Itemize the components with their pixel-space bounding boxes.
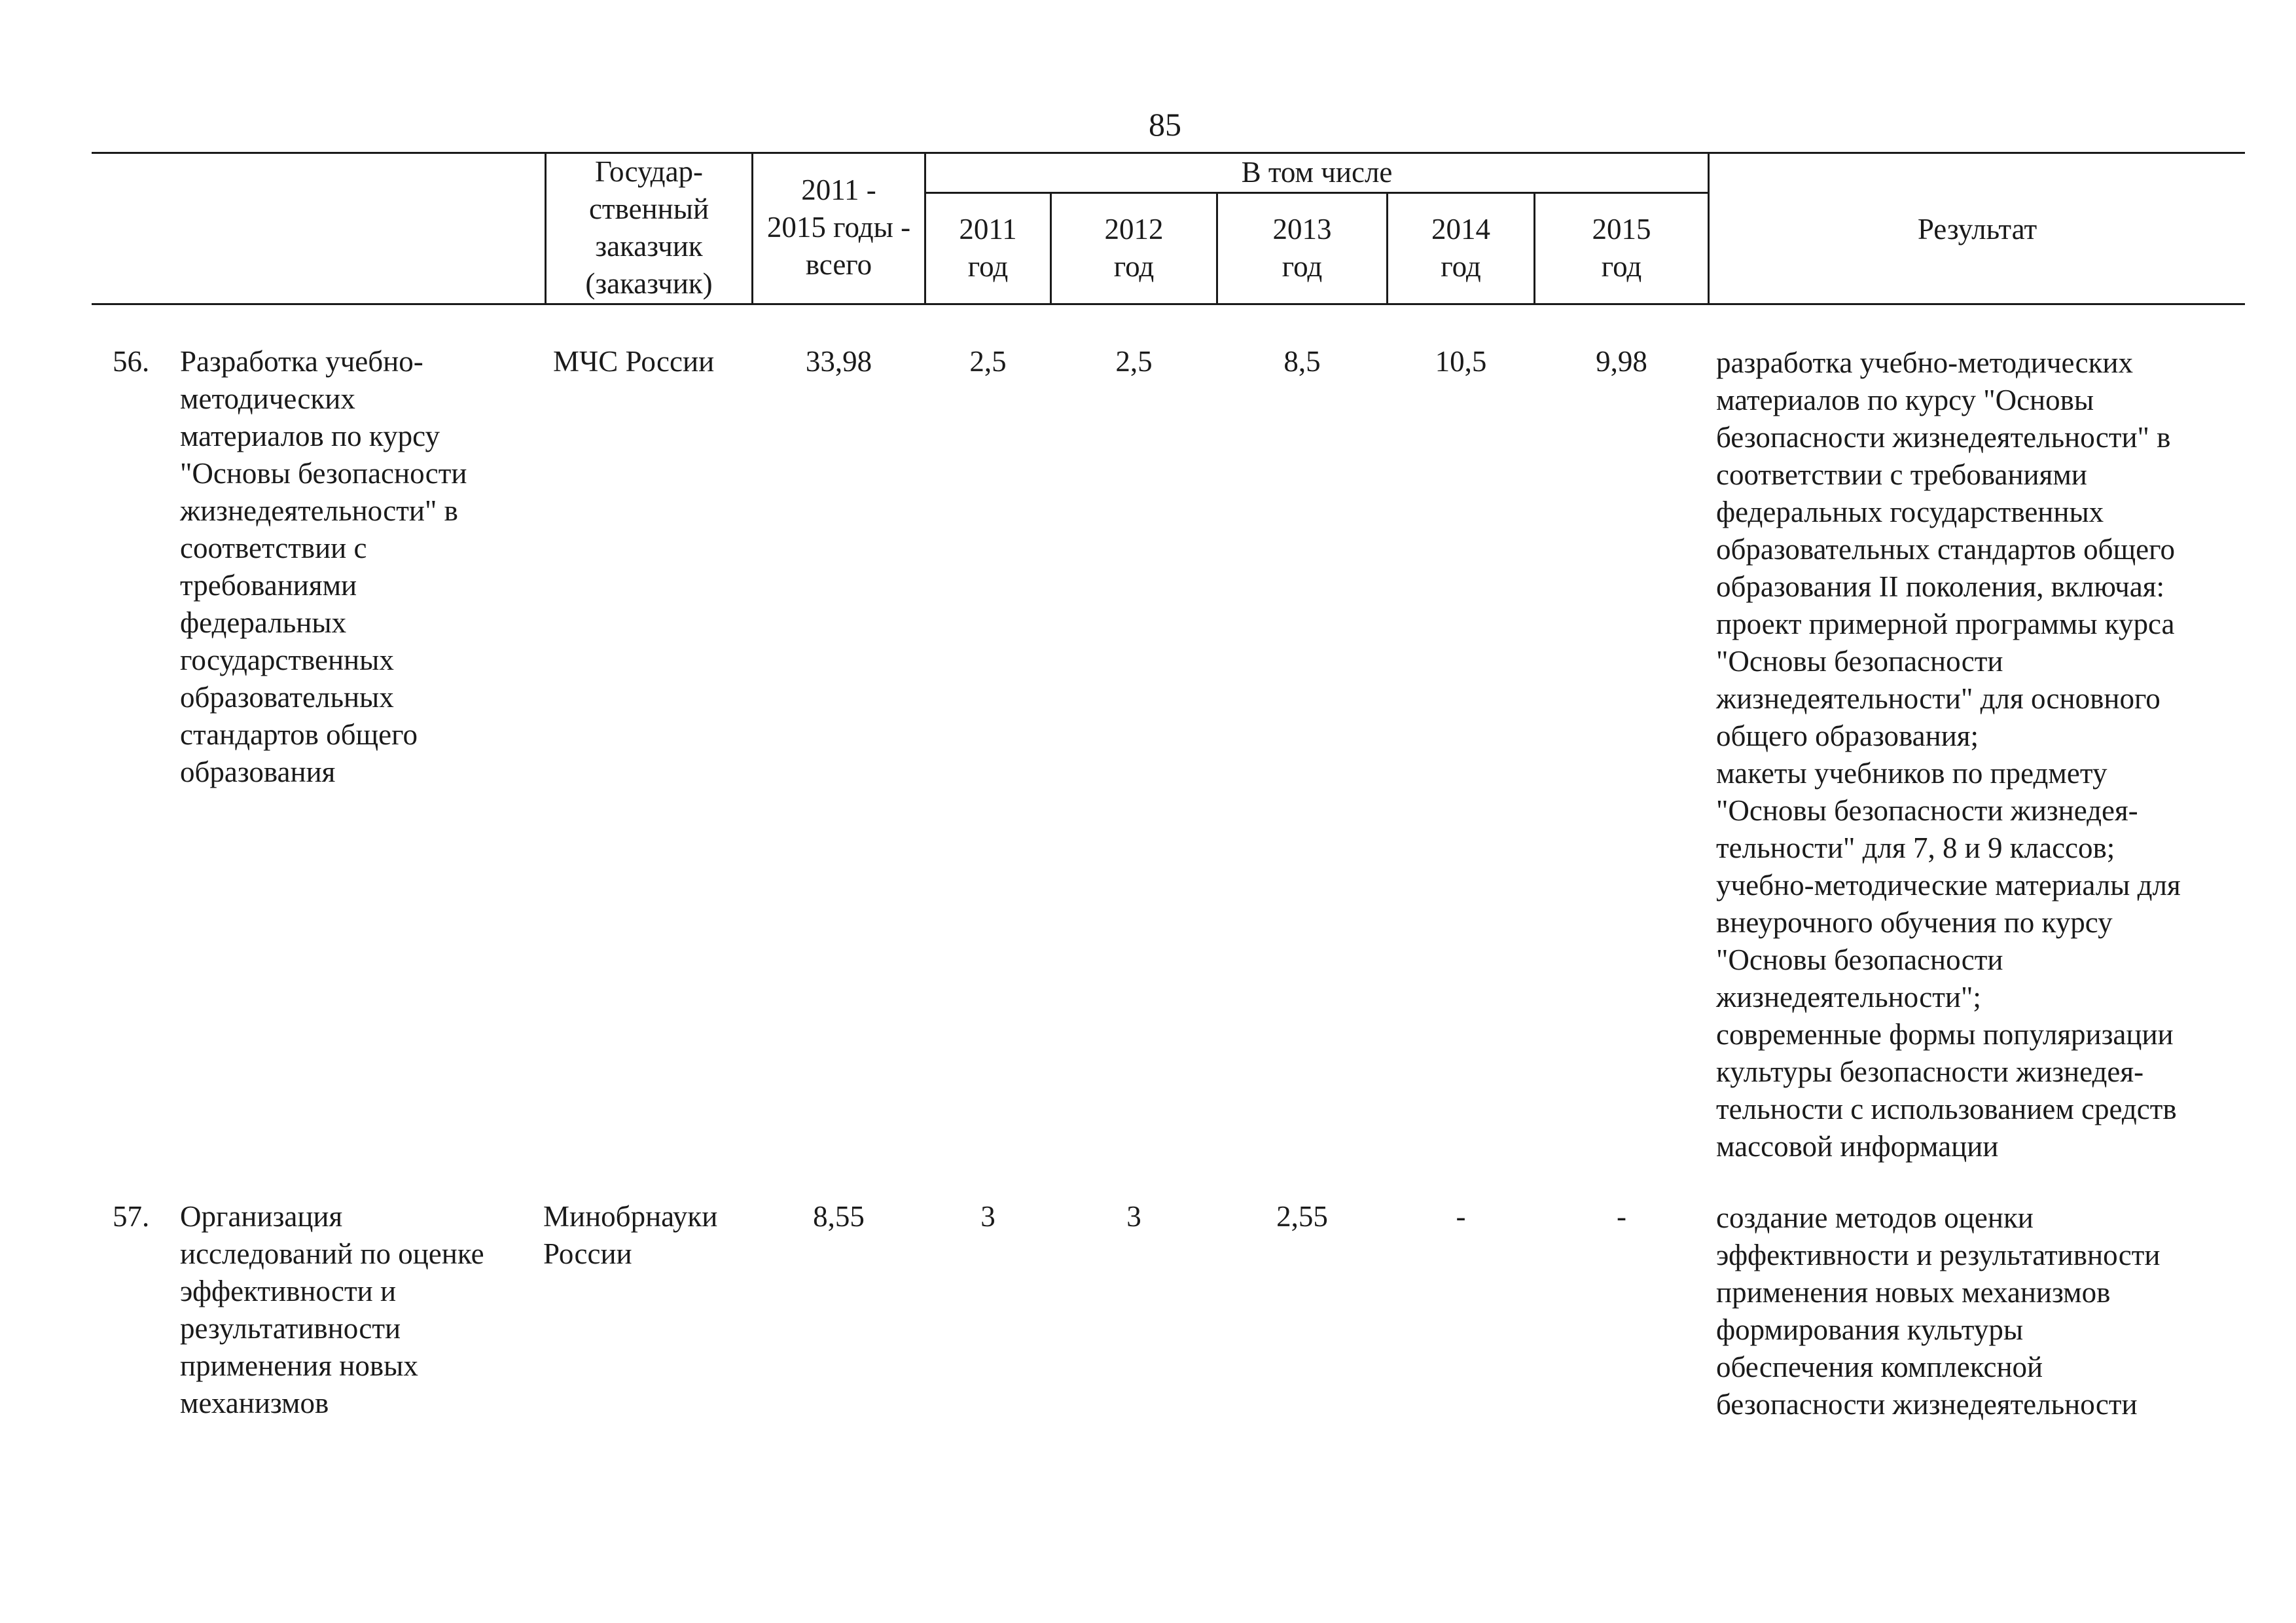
row-name: Разработка учебно- методических материалов по курсу "Основы безопасности жизнедеятельности" в соответствии с требованиями федеральных государственных образовательных стандартов общего образования: [180, 345, 467, 788]
row-total: 33,98: [805, 345, 872, 378]
row-result: разработка учебно-методических материалов по курсу "Основы безопасности жизнедеятельности" в соответствии с требованиями федеральных государственных образовательных стандартов общего образования II поколения, включая: проект примерной программы курса "Основы безопасности жизнедеятельности" для основного общего образования; макеты учебников по предмету "Основы безопасности жизнедея- тельности" для 7, 8 и 9 классов; учебно-методические материалы для внеурочного обучения по курсу "Основы безопасности жизнедеятельности"; современные формы популяризации культуры безопасности жизнедея- тельности с использованием средств массовой информации: [1716, 346, 2181, 1163]
row-value-2011: 2,5: [969, 345, 1007, 378]
header-year-2015: 2015 год: [1592, 213, 1651, 283]
header-year-2013: 2013 год: [1272, 213, 1332, 283]
row-value-2015: 9,98: [1596, 345, 1647, 378]
header-year-2014: 2014 год: [1431, 213, 1490, 283]
header-year-2012: 2012 год: [1104, 213, 1164, 283]
page-number: 85: [1149, 106, 1181, 143]
row-value-2011: 3: [980, 1200, 996, 1233]
row-name: Организация исследований по оценке эффективности и результативности применения новых механизмов: [180, 1200, 484, 1419]
row-value-2012: 2,5: [1115, 345, 1153, 378]
row-customer: МЧС России: [553, 345, 715, 378]
row-result: создание методов оценки эффективности и результативности применения новых механизмов формирования культуры обеспечения комплексной безопасности жизнедеятельности: [1716, 1201, 2161, 1421]
row-value-2015: -: [1617, 1200, 1626, 1233]
row-total: 8,55: [813, 1200, 865, 1233]
header-customer: Государ- ственный заказчик (заказчик): [585, 155, 713, 300]
row-customer: Минобрнауки России: [543, 1200, 718, 1270]
row-number: 57.: [113, 1200, 150, 1233]
row-value-2014: 10,5: [1435, 345, 1487, 378]
row-value-2013: 8,5: [1283, 345, 1321, 378]
row-value-2012: 3: [1126, 1200, 1141, 1233]
row-value-2014: -: [1456, 1200, 1466, 1233]
header-result: Результат: [1917, 213, 2037, 246]
header-subgroup-rule: [924, 192, 1710, 194]
row-value-2013: 2,55: [1276, 1200, 1328, 1233]
header-bottom-rule: [92, 303, 2245, 305]
header-total: 2011 - 2015 годы - всего: [766, 173, 911, 281]
header-year-2011: 2011 год: [959, 213, 1017, 283]
row-number: 56.: [113, 345, 150, 378]
header-including: В том числе: [1241, 156, 1393, 189]
